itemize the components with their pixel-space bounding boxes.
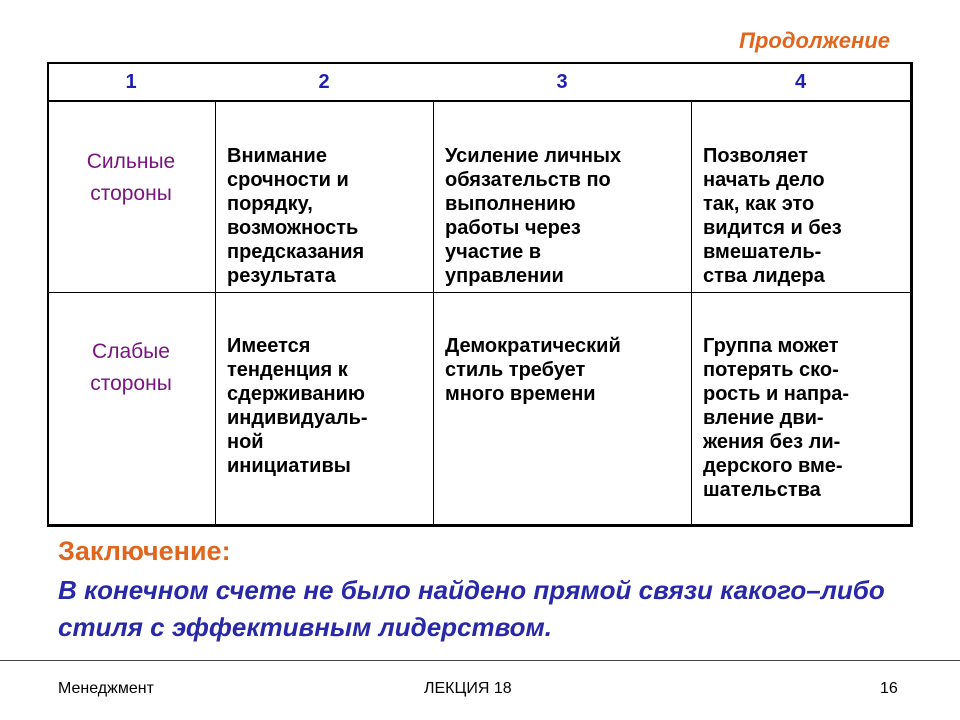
header-col-1: 1: [125, 71, 137, 93]
header-col-4: 4: [794, 71, 807, 93]
column-divider-2: [433, 102, 434, 527]
weakness-cell-col3: Демократический стиль требует много времени: [445, 335, 621, 405]
comparison-table: [47, 62, 913, 527]
row-divider: [47, 292, 913, 293]
footer-divider: [0, 660, 960, 661]
row-label-strengths: Сильные стороны: [86, 150, 176, 205]
strength-cell-col3: Усиление личных обязательств по выполнению работы через участие в управлении: [445, 145, 622, 287]
footer-course: Менеджмент: [58, 680, 154, 697]
header-col-2: 2: [318, 71, 330, 93]
footer-page-number: 16: [880, 680, 898, 697]
header-col-3: 3: [556, 71, 568, 93]
weakness-cell-col4: Группа может потерять ско- рость и напра- вление дви- жения без ли- дерского вме- шательства: [703, 335, 850, 501]
footer-lecture: ЛЕКЦИЯ 18: [424, 680, 512, 697]
column-divider-3: [691, 102, 692, 527]
table-left-border: [47, 62, 49, 527]
conclusion-title: Заключение:: [58, 536, 231, 566]
column-divider-1: [215, 102, 216, 527]
strength-cell-col4: Позволяет начать дело так, как это видится и без вмешатель- ства лидера: [703, 145, 842, 287]
conclusion-text: В конечном счете не было найдено прямой связи какого–либо стиля с эффективным лидерством.: [58, 575, 885, 642]
continuation-label: Продолжение: [739, 28, 890, 53]
row-label-weaknesses: Слабые стороны: [90, 340, 172, 395]
strength-cell-col2: Внимание срочности и порядку, возможность предсказания результата: [227, 145, 365, 287]
weakness-cell-col2: Имеется тенденция к сдерживанию индивидуаль- ной инициативы: [227, 335, 368, 477]
